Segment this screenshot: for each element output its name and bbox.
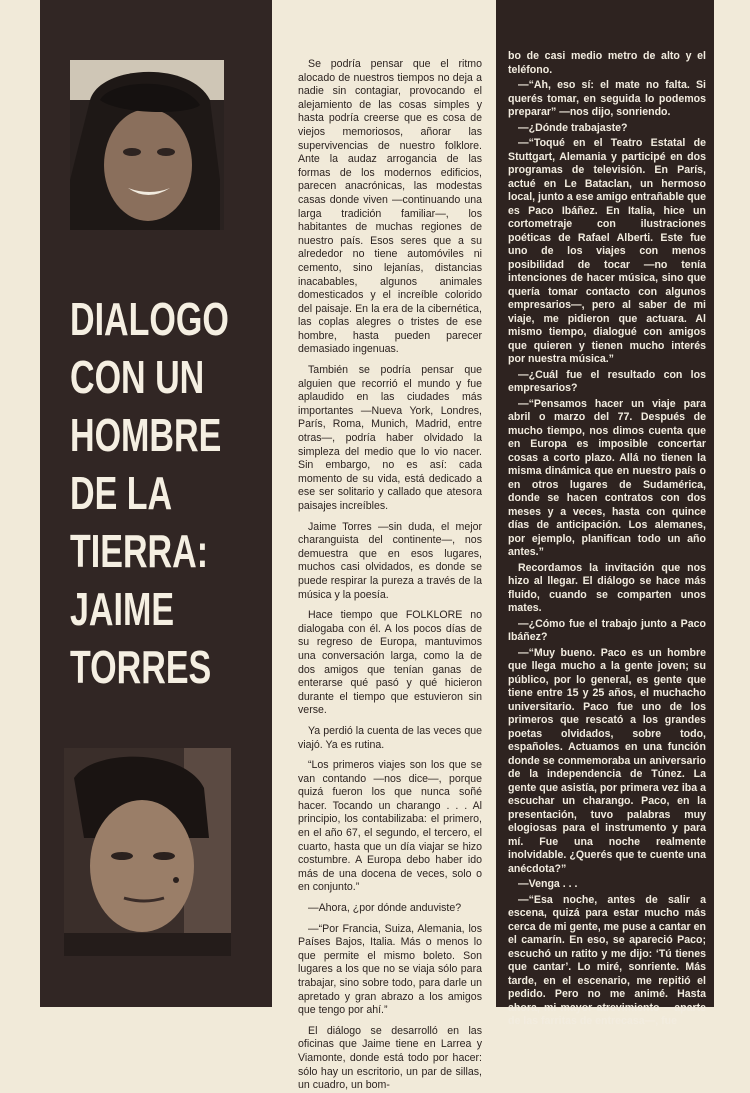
article-headline <box>70 290 229 696</box>
col1-paragraph-6: “Los primeros viajes son los que se van contando —nos dice—, porque quizá fueron los que nunca soñé hacer. Tocando un charango . . . Al principio, los contabilizaba: el primero, en el año 67, el segundo, el tercero, el cuarto, hasta que un día viajar se hizo costumbre. A Europa debo haber ido más de una docena de veces, solo o en conjunto.” <box>298 759 482 894</box>
col2-paragraph-5: —¿Cuál fue el resultado con los empresarios? <box>508 368 706 394</box>
headline-line-2: CON UN <box>70 351 205 403</box>
col1-paragraph-7: —Ahora, ¿por dónde anduviste? <box>308 902 462 915</box>
article-column-2 <box>508 50 706 1027</box>
col2-paragraph-8: —¿Cómo fue el trabajo junto a Paco Ibáñez? <box>508 617 706 643</box>
col2-paragraph-2: —“Ah, eso sí: el mate no falta. Si querés tomar, en seguida lo podemos preparar” —nos dijo, sonriendo. <box>508 79 706 118</box>
article-column-1 <box>298 58 482 1092</box>
col2-paragraph-6: —“Pensamos hacer un viaje para abril o marzo del 77. Después de mucho tiempo, nos dimos cuenta que en Europa es imposible concertar cosas a corto plazo. Allá no tienen la misma dinámica que en nuestro país o en otros lugares de Sudamérica, donde se hacen contratos con dos meses y a veces, hasta con quince días de anticipación. Los alemanes, por ejemplo, planifican todo un año antes.” <box>508 397 706 558</box>
headline-line-4: DE LA <box>70 467 173 519</box>
col2-paragraph-1: bo de casi medio metro de alto y el teléfono. <box>508 50 706 76</box>
headline-line-1: DIALOGO <box>70 293 229 345</box>
col1-paragraph-4: Hace tiempo que FOLKLORE no dialogaba con él. A los pocos días de su regreso de Europa, mantuvimos una conversación larga, como la de dos amigos que tenían ganas de enterarse qué pasó y qué hicieron durante el tiempo que estuvieron sin verse. <box>298 609 482 717</box>
headline-line-7: TORRES <box>70 641 212 693</box>
col1-paragraph-1: Se podría pensar que el ritmo alocado de nuestros tiempos no deja a nadie sin contagiar, provocando el alejamiento de las cosas simples y hasta podría creerse que es cosa de viejos memoriosos, añorar las supervivencias de nuestro folklore. Ante la audaz arrogancia de las formas de los modernos edificios, parecen anacrónicas, las modestas casas donde viven —continuando una larga tradición familiar—, los habitantes de muchas regiones de nuestro país. Esos seres que a su alrededor no tiene automóviles ni cemento, sino lejanías, distancias inacabables, algunos animales domesticados y el increíble colorido del paisaje. En la era de la cibernética, las coplas alegres o tristes de ese hombre, hasta pueden parecer demasiado ingenuas. <box>298 58 482 356</box>
col2-paragraph-10: —Venga . . . <box>518 878 578 890</box>
col1-paragraph-5: Ya perdió la cuenta de las veces que viajó. Ya es rutina. <box>298 724 482 751</box>
col2-paragraph-3: —¿Dónde trabajaste? <box>518 121 628 134</box>
portrait-photo-top <box>70 60 224 230</box>
portrait-bottom-image <box>64 748 231 956</box>
col1-paragraph-3: Jaime Torres —sin duda, el mejor charanguista del continente—, nos demuestra que en esos lugares, muchos casi olvidados, es donde se puede respirar la pureza a través de la música y la poesía. <box>298 520 482 601</box>
col1-paragraph-8: —“Por Francia, Suiza, Alemania, los Países Bajos, Italia. Más o menos lo que permite el mismo boleto. Son lugares a los que no se viaja sólo para trabajar, sino sobre todo, para darle un apretado y gran abrazo a los amigos que tengo por ahí.” <box>298 922 482 1017</box>
col2-paragraph-7: Recordamos la invitación que nos hizo al llegar. El diálogo se hace más fluido, cuando se comparten unos mates. <box>508 561 706 614</box>
col2-paragraph-4: —“Toqué en el Teatro Estatal de Stuttgart, Alemania y participé en dos programas de televisión. En París, actué en Le Bataclan, un hermoso local, junto a ese amigo entrañable que es Paco Ibáñez. En Italia, hice un cortometraje con ilustraciones poéticas de Rafael Alberti. Este fue uno de los viajes con menos posibilidad de tocar —no tenía intenciones de hacer música, sino que quería tomar contacto con algunos empresarios—, pero al saber de mi viaje, me pidieron que actuara. Al mismo tiempo, dialogué con amigos que quieren y tienen mucho interés por nuestra música.” <box>508 137 706 365</box>
portrait-top-image <box>70 60 224 230</box>
headline-line-6: JAIME <box>70 583 175 635</box>
col1-paragraph-9: El diálogo se desarrolló en las oficinas que Jaime tiene en Larrea y Viamonte, donde está todo por hacer: sólo hay un escritorio, un par de sillas, un cuadro, un bom- <box>298 1024 482 1092</box>
col1-paragraph-2: También se podría pensar que alguien que recorrió el mundo y fue aplaudido en las ciudades más importantes —Nueva York, Londres, París, Roma, Munich, Madrid, entre otras—, podría haber olvidado la simpleza del medio que lo vio nacer. Sin embargo, no es así: cada momento de su vida, está dedicado a ese ser solitario y callado que atesora paisajes increíbles. <box>298 364 482 512</box>
portrait-photo-bottom <box>64 748 231 956</box>
col2-paragraph-9: —“Muy bueno. Paco es un hombre que llega mucho a la gente joven; su público, por lo general, es gente que tiene entre 15 y 25 años, el muchacho universitario. Paco fue uno de los primeros que rescató a los grandes poetas olvidados, sobre todo, españoles. Actuamos en una función donde se conmemoraba un aniversario de la independencia de Túnez. La gente que asistía, por primera vez iba a escuchar un charango. Paco, en la presentación, tuvo palabras muy elogiosas para el instrumento y para mí. Fue una noche realmente inolvidable. ¿Querés que te cuente una anécdota?” <box>508 646 706 875</box>
headline-line-3: HOMBRE <box>70 409 222 461</box>
headline-line-5: TIERRA: <box>70 525 209 577</box>
col2-paragraph-11: —“Esa noche, antes de salir a escena, quizá para estar mucho más cerca de mi gente, me puse a cantar en el camarín. En eso, se apareció Paco; escuchó un ratito y me dijo: ‘Tú tienes que cantar’. Lo miré, sonriente. Más tarde, en el escenario, me repitió el pedido. Pero no me animé. Hasta ahora, mi mayor atrevimiento —aparte de las farritas de entrecasa—, fue <box>508 893 706 1027</box>
